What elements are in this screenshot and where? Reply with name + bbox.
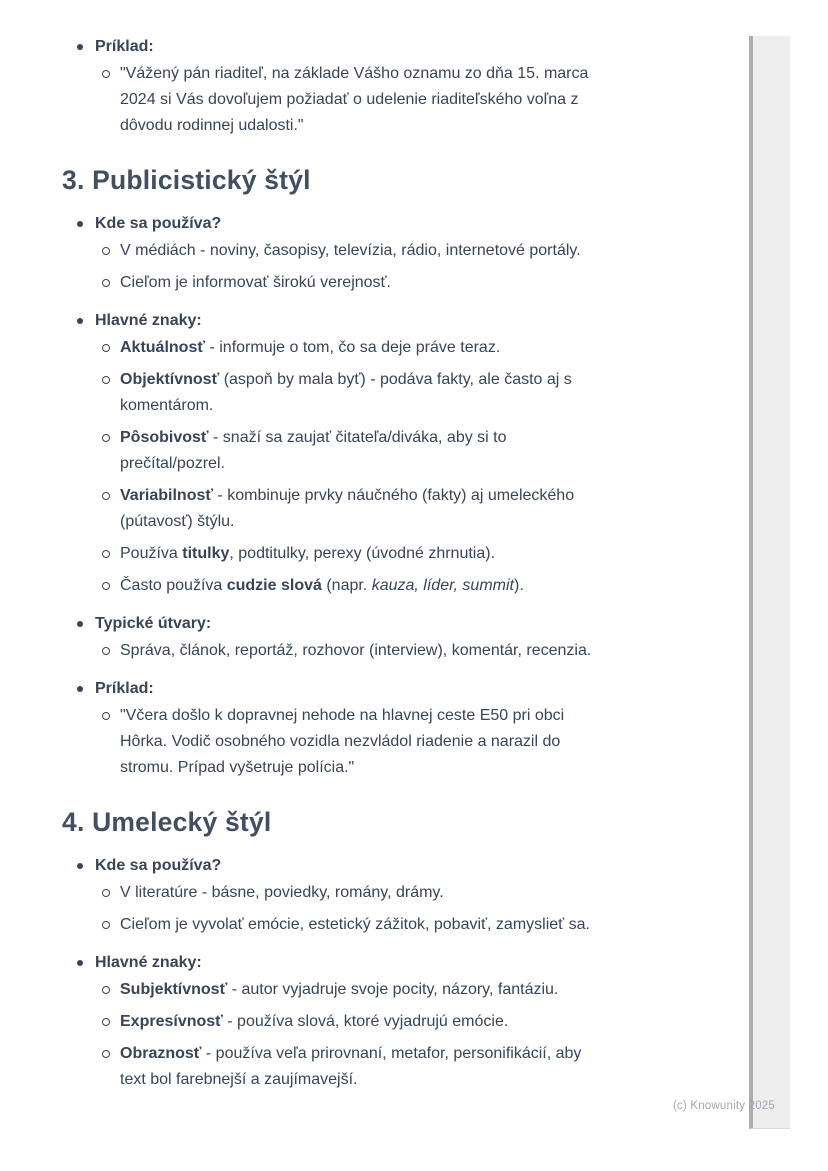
text-segment: Objektívnosť [120,371,220,388]
text-line [120,703,748,729]
disc-bullet-icon [77,221,83,227]
text-line [120,335,748,361]
text-line [120,238,748,264]
text-line [120,1067,748,1093]
text-segment: Expresívnosť [120,1013,223,1030]
text-segment: Často používa [120,577,227,594]
list-item-level2 [0,1009,748,1035]
text-line [120,638,748,664]
text-line [120,541,748,567]
circle-bullet-icon [102,70,110,78]
text-line [120,61,748,87]
text-line [120,367,748,393]
text-segment: (napr. [321,577,372,594]
list-item-level2 [0,270,748,296]
text-segment: cudzie slová [226,577,322,594]
circle-bullet-icon [102,1018,110,1026]
text-line [120,509,748,535]
list-item-level2 [0,61,748,139]
list-item-level1 [0,611,748,637]
list-item-level1 [0,853,748,879]
text-line [120,1009,748,1035]
text-line [120,270,748,296]
section-heading: 4. Umelecký štýl [62,807,272,837]
text-segment: Cieľom je vyvolať emócie, estetický zážitok, pobaviť, zamyslieť sa. [120,916,590,933]
text-segment: Cieľom je informovať širokú verejnosť. [120,274,391,291]
list-item-level2 [0,425,748,477]
text-line [95,34,748,60]
text-segment: Používa [120,545,183,562]
text-segment: V literatúre - básne, poviedky, romány, drámy. [120,884,444,901]
circle-bullet-icon [102,712,110,720]
disc-bullet-icon [77,686,83,692]
text-segment: Subjektívnosť [120,981,228,998]
list-item-level2 [0,483,748,535]
text-segment: text bol farebnejší a zaujímavejší. [120,1071,358,1088]
text-segment: - používa veľa prirovnaní, metafor, personifikácií, aby [201,1045,582,1062]
text-segment: kauza, líder, summit [371,577,514,594]
text-segment: Variabilnosť [120,487,214,504]
circle-bullet-icon [102,986,110,994]
text-segment: Aktuálnosť [120,339,206,356]
text-line [120,755,748,781]
text-line [120,113,748,139]
text-segment: Typické útvary: [95,615,212,632]
text-line [120,880,748,906]
list-item-level2 [0,880,748,906]
circle-bullet-icon [102,279,110,287]
text-segment: Pôsobivosť [120,429,209,446]
circle-bullet-icon [102,647,110,655]
list-item-level2 [0,977,748,1003]
text-line [95,853,748,879]
list-item-level2 [0,638,748,664]
circle-bullet-icon [102,550,110,558]
circle-bullet-icon [102,582,110,590]
list-item-level1 [0,950,748,976]
list-item-level2 [0,573,748,599]
text-segment: (pútavosť) štýlu. [120,513,235,530]
circle-bullet-icon [102,889,110,897]
text-segment: - autor vyjadruje svoje pocity, názory, fantáziu. [227,981,559,998]
text-line [120,977,748,1003]
circle-bullet-icon [102,492,110,500]
text-segment: Hlavné znaky: [95,312,202,329]
text-line [120,1041,748,1067]
disc-bullet-icon [77,621,83,627]
list-item-level2 [0,703,748,781]
disc-bullet-icon [77,863,83,869]
text-line [95,308,748,334]
list-item-level2 [0,541,748,567]
circle-bullet-icon [102,921,110,929]
text-segment: Hlavné znaky: [95,954,202,971]
text-segment: Hôrka. Vodič osobného vozidla nezvládol riadenie a narazil do [120,733,561,750]
list-item-level1 [0,34,748,60]
text-line [120,87,748,113]
next-page-edge-strip [749,36,790,1129]
text-segment: dôvodu rodinnej udalosti." [120,117,304,134]
text-segment: 2024 si Vás dovoľujem požiadať o udelenie riaditeľského voľna z [120,91,579,108]
section-heading: 3. Publicistický štýl [62,165,311,195]
text-segment: - kombinuje prvky náučného (fakty) aj umeleckého [213,487,575,504]
text-segment: "Včera došlo k dopravnej nehode na hlavnej ceste E50 pri obci [120,707,565,724]
text-segment: - snaží sa zaujať čitateľa/diváka, aby si to [208,429,507,446]
list-item-level2 [0,238,748,264]
circle-bullet-icon [102,1050,110,1058]
circle-bullet-icon [102,247,110,255]
disc-bullet-icon [77,960,83,966]
text-segment: ). [513,577,524,594]
disc-bullet-icon [77,44,83,50]
text-segment: stromu. Prípad vyšetruje polícia." [120,759,355,776]
text-segment: Správa, článok, reportáž, rozhovor (interview), komentár, recenzia. [120,642,592,659]
text-line [95,950,748,976]
text-segment: Príklad: [95,38,154,55]
circle-bullet-icon [102,344,110,352]
text-segment: (aspoň by mala byť) - podáva fakty, ale často aj s [219,371,572,388]
circle-bullet-icon [102,434,110,442]
text-segment: Obraznosť [120,1045,202,1062]
list-item-level2 [0,912,748,938]
text-line [95,211,748,237]
text-line [120,912,748,938]
list-item-level2 [0,335,748,361]
text-segment: Príklad: [95,680,154,697]
text-line [120,393,748,419]
copyright-notice: (c) Knowunity 2025 [672,1100,775,1112]
text-segment: V médiách - noviny, časopisy, televízia, rádio, internetové portály. [120,242,581,259]
text-segment: "Vážený pán riaditeľ, na základe Vášho oznamu zo dňa 15. marca [120,65,589,82]
list-item-level2 [0,1041,748,1093]
list-item-level2 [0,367,748,419]
text-segment: - používa slová, ktoré vyjadrujú emócie. [222,1013,509,1030]
text-line [120,483,748,509]
text-line [95,676,748,702]
text-segment: - informuje o tom, čo sa deje práve teraz. [205,339,501,356]
document-body [0,34,748,1093]
text-line [120,573,748,599]
text-segment: , podtitulky, perexy (úvodné zhrnutia). [229,545,496,562]
text-segment: prečítal/pozrel. [120,455,225,472]
text-segment: titulky [182,545,230,562]
text-segment: komentárom. [120,397,214,414]
disc-bullet-icon [77,318,83,324]
list-item-level1 [0,676,748,702]
list-item-level1 [0,308,748,334]
list-item-level1 [0,211,748,237]
text-line [120,425,748,451]
text-line [95,611,748,637]
circle-bullet-icon [102,376,110,384]
text-segment: Kde sa používa? [95,857,222,874]
text-segment: Kde sa používa? [95,215,222,232]
text-line [120,451,748,477]
text-line [120,729,748,755]
